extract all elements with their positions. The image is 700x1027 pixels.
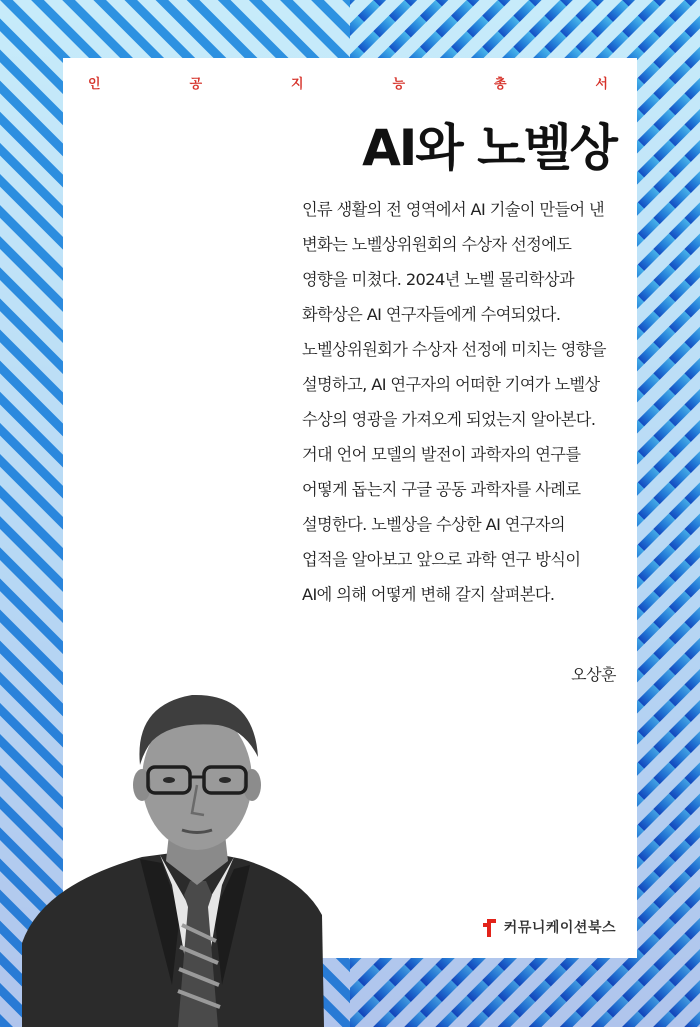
publisher-block (482, 916, 616, 938)
publisher-logo-icon (482, 916, 498, 938)
series-char: 공 (189, 77, 203, 92)
book-description: 인류 생활의 전 영역에서 AI 기술이 만들어 낸 변화는 노벨상위원회의 수상자 선정에도 영향을 미쳤다. 2024년 노벨 물리학상과 화학상은 AI 연구자들에게 수여되었다. 노벨상위원회가 수상자 선정에 미치는 영향을 설명하고, AI 연구자의 어떠한 기여가 노벨상 수상의 영광을 가져오게 되었는지 알아본다. 거대 언어 모델의 발전이 과학자의 연구를 어떻게 돕는지 구글 공동 과학자를 사례로 설명한다. 노벨상을 수상한 AI 연구자의 업적을 알아보고 앞으로 과학 연구 방식이 AI에 의해 어떻게 변해 갈지 살펴본다. (302, 200, 606, 604)
series-char: 인 (88, 77, 101, 92)
book-title: AI와 노벨상 (362, 119, 616, 177)
series-char: 서 (595, 77, 608, 92)
series-char: 지 (290, 77, 304, 92)
publisher-name: 커뮤니케이션북스 (503, 920, 616, 936)
series-char: 능 (392, 77, 406, 92)
author-portrait (22, 685, 332, 1027)
author-name: 오상훈 (571, 665, 616, 684)
series-label (72, 73, 624, 97)
series-char: 총 (493, 77, 507, 92)
